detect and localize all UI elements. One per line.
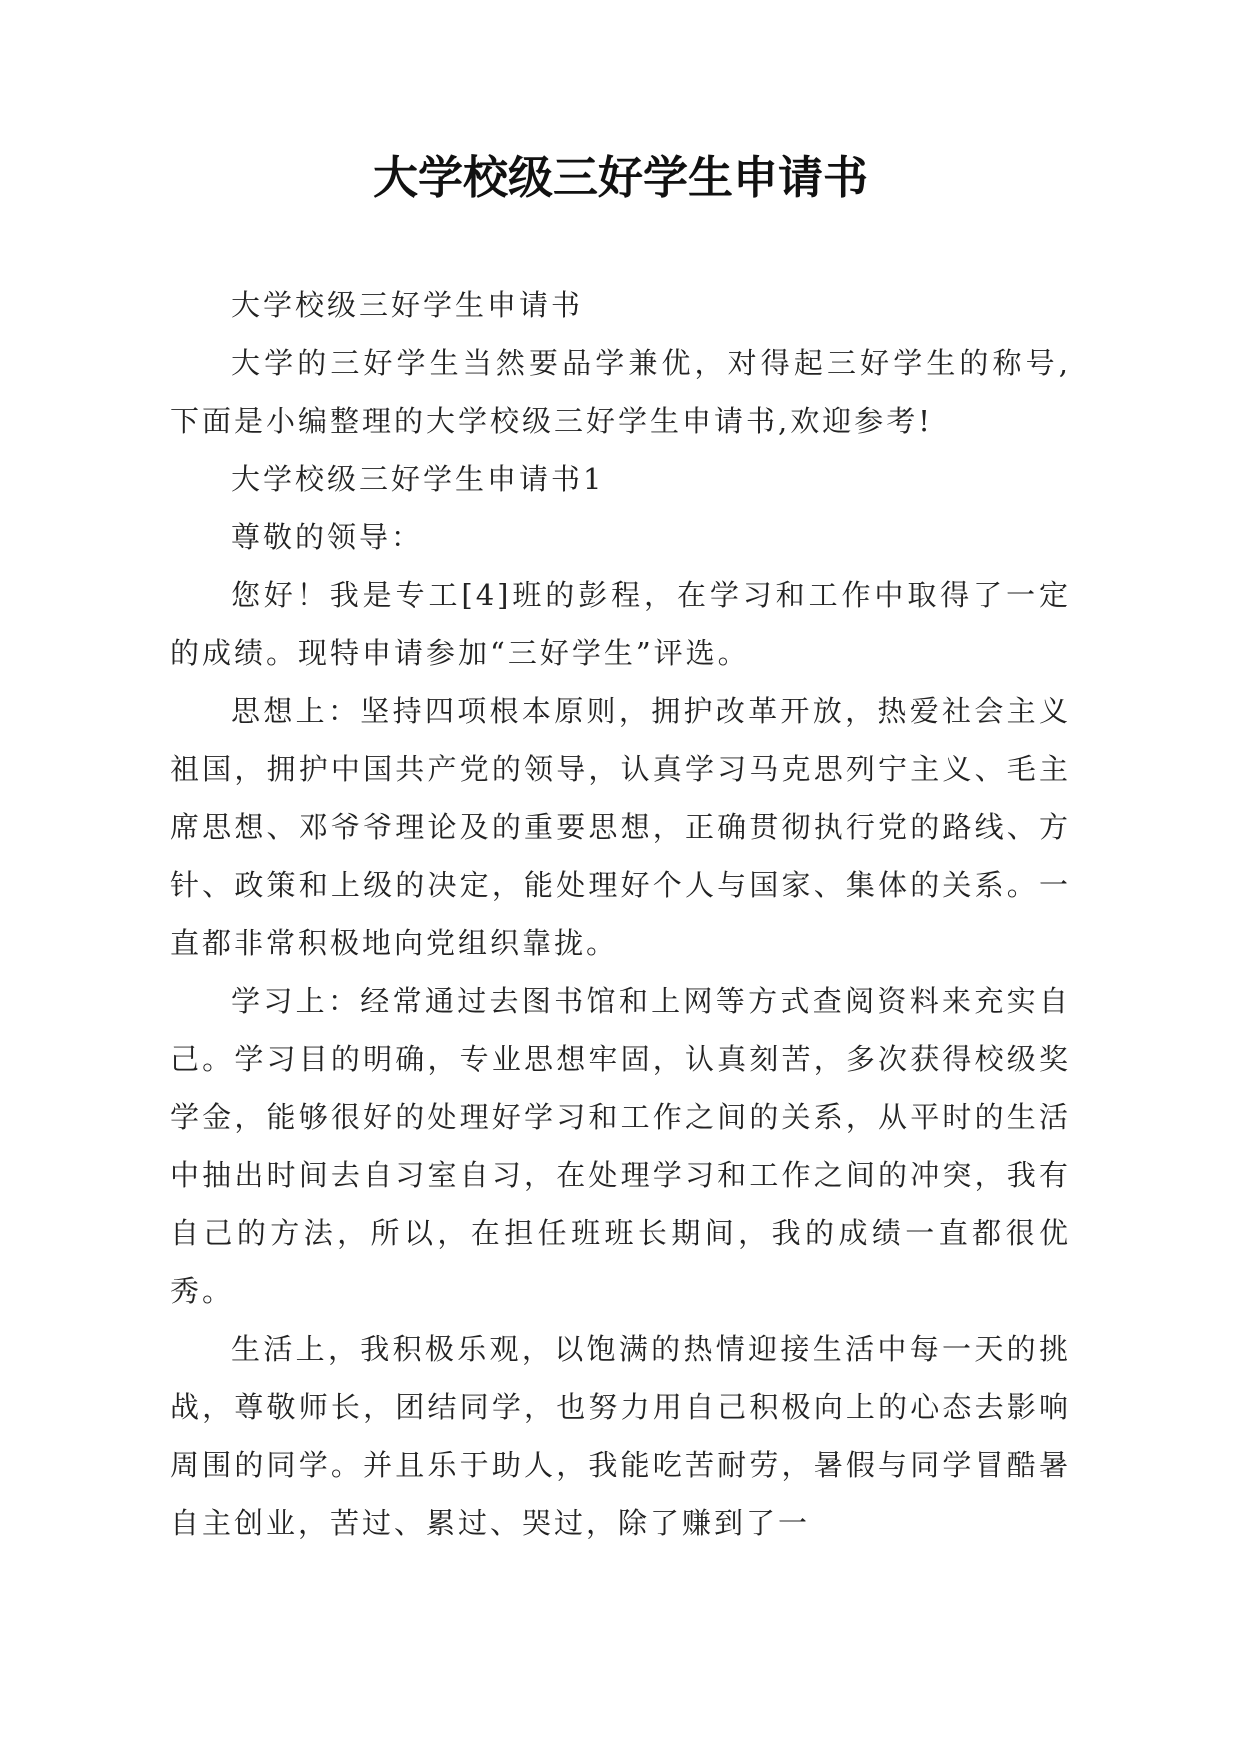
paragraph-heading: 大学校级三好学生申请书 <box>231 288 584 322</box>
paragraph-ideology: 思想上：坚持四项根本原则，拥护改革开放，热爱社会主义祖国，拥护中国共产党的领导，认真学习马克思列宁主义、毛主席思想、邓爷爷理论及的重要思想，正确贯彻执行党的路线、方针、政策和上级的决定，能处理好个人与国家、集体的关系。一直都非常积极地向党组织靠拢。 <box>170 694 1071 960</box>
paragraph-salutation: 尊敬的领导： <box>231 520 424 554</box>
paragraph-intro: 大学的三好学生当然要品学兼优，对得起三好学生的称号,下面是小编整理的大学校级三好学生申请书,欢迎参考! <box>170 346 1071 438</box>
document-body <box>170 276 1071 1552</box>
document-title: 大学校级三好学生申请书 <box>372 151 868 204</box>
paragraph-life: 生活上，我积极乐观，以饱满的热情迎接生活中每一天的挑战，尊敬师长，团结同学，也努力用自己积极向上的心态去影响周围的同学。并且乐于助人，我能吃苦耐劳，暑假与同学冒酷暑自主创业，苦过、累过、哭过，除了赚到了一 <box>170 1332 1071 1540</box>
paragraph-greeting: 您好！我是专工[4]班的彭程，在学习和工作中取得了一定的成绩。现特申请参加“三好学生”评选。 <box>170 578 1071 670</box>
paragraph-subtitle: 大学校级三好学生申请书1 <box>231 462 605 496</box>
paragraph-study: 学习上：经常通过去图书馆和上网等方式查阅资料来充实自己。学习目的明确，专业思想牢固，认真刻苦，多次获得校级奖学金，能够很好的处理好学习和工作之间的关系，从平时的生活中抽出时间去自习室自习，在处理学习和工作之间的冲突，我有自己的方法，所以，在担任班班长期间，我的成绩一直都很优秀。 <box>170 984 1071 1308</box>
